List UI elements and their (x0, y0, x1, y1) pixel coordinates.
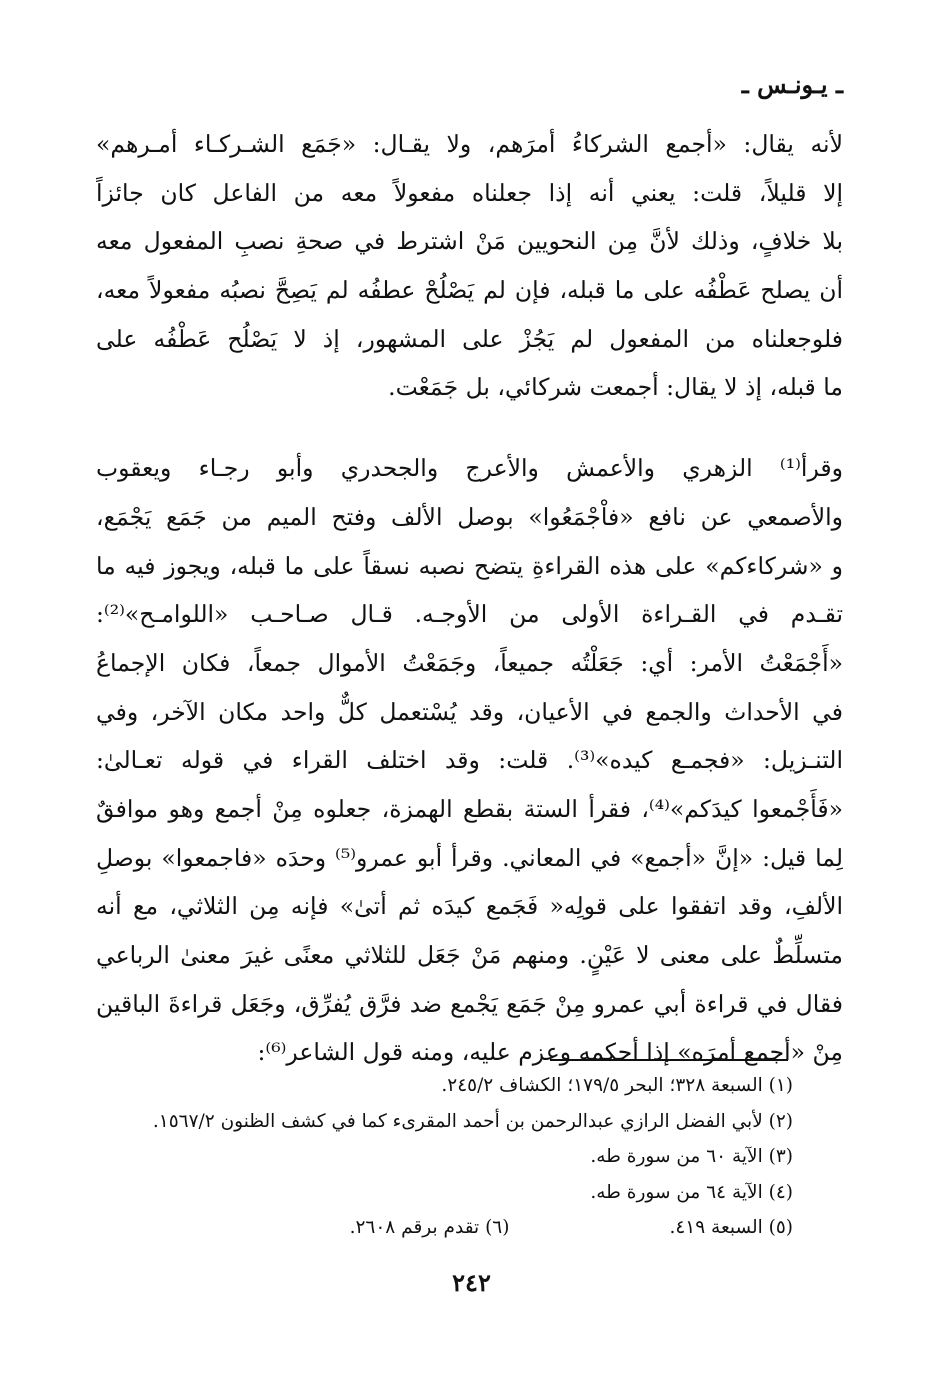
text-line: إلا قليلاً، قلت: يعني أنه إذا جعلناه مفعولاً معه من الفاعل كان جائزاً (96, 178, 843, 207)
text-line: فقال في قراءة أبي عمرو مِنْ جَمَع يَجْمع ضد فرَّق يُفرِّق، وجَعَل قراءةَ الباقين (96, 989, 843, 1018)
text-line: والأصمعي عن نافع «فاْجْمَعُوا» بوصل الألف وفتح الميم من جَمَع يَجْمَع، (96, 502, 843, 531)
text-line: ما قبله، إذ لا يقال: أجمعت شركائي، بل جَمَعْت. (388, 373, 843, 402)
text-line: لِما قيل: «إنَّ «أجمع» في المعاني. وقرأ أبو عمرو⁽⁵⁾ وحدَه «فاجمعوا» بوصلِ (96, 843, 843, 872)
paragraph-gap (96, 412, 843, 444)
main-text (96, 120, 843, 1077)
page-number: ٢٤٢ (452, 1268, 491, 1297)
text-line: متسلِّطٌ على معنى لا عَيْنٍ. ومنهم مَنْ جَعَل للثلاثي معنًى غيرَ معنىٰ الرباعي (96, 941, 843, 969)
text-line: لأنه يقال: «أجمع الشركاءُ أمرَهم، ولا يقـال: «جَمَع الشـركـاء أمـرهم» (96, 130, 843, 158)
text-line: «أَجْمَعْتُ الأمر: أي: جَعَلْتُه جميعاً، وجَمَعْتُ الأموال جمعاً، فكان الإجماعُ (96, 648, 843, 677)
text-line: بلا خلافٍ، وذلك لأنَّ مِن النحويين مَنْ اشترط في صحةِ نصبِ المفعول معه (96, 227, 843, 256)
footnote-divider (550, 1059, 788, 1061)
text-line: مِنْ «أجمع أمرَه» إذا أحكمه وعزم عليه، ومنه قول الشاعر⁽⁶⁾: (257, 1038, 843, 1067)
running-header: ـ يـونـس ـ (741, 70, 843, 99)
footnote-2: (٢) لأبي الفضل الرازي عبدالرحمن بن أحمد المقرىء كما في كشف الظنون ١٥٦٧/٢. (152, 1110, 793, 1132)
text-line: في الأحداث والجمع في الأعيان، وقد يُسْتعمل كلٌّ واحد مكان الآخر، وفي (96, 697, 843, 726)
text-line: و «شركاءكم» على هذه القراءةِ يتضح نصبه نسقاً على ما قبله، ويجوز فيه ما (96, 551, 843, 580)
text-line: أن يصلح عَطْفُه على ما قبله، فإن لم يَصْلُحْ عطفُه لم يَصِحَّ نصبُه مفعولاً معه، (96, 276, 843, 305)
footnote-1: (١) السبعة ٣٢٨؛ البحر ١٧٩/٥؛ الكشاف ٢٤٥/٢. (441, 1075, 793, 1096)
footnote-row (96, 1210, 793, 1246)
text-line: فلوجعلناه من المفعول لم يَجُزْ على المشهور، إذ لا يَصْلُح عَطْفُه على (96, 324, 843, 353)
text-line: تقـدم في القـراءة الأولى من الأوجـه. قـال صـاحـب «اللوامـح»⁽²⁾: (96, 600, 843, 629)
text-line: وقرأ⁽¹⁾ الزهري والأعمش والأعرج والجحدري وأبو رجـاء ويعقوب (96, 454, 843, 483)
footnote-5: (٥) السبعة ٤١٩. (669, 1217, 793, 1238)
text-line: التنـزيل: «فجمـع كيده»⁽³⁾. قلت: وقد اختلف القراء في قوله تعـالىٰ: (96, 746, 843, 775)
footnote-4: (٤) الآية ٦٤ من سورة طه. (590, 1181, 793, 1203)
text-line: الألفِ، وقد اتفقوا على قولِه« فَجَمع كيدَه ثم أتىٰ» فإنه مِن الثلاثي، مع أنه (96, 892, 843, 921)
footnotes (96, 1068, 793, 1246)
footnote-3: (٣) الآية ٦٠ من سورة طه. (590, 1146, 793, 1167)
footnote-6: (٦) تقدم برقم ٢٦٠٨. (349, 1217, 510, 1238)
text-line: «فَأَجْمعوا كيدَكم»⁽⁴⁾، فقرأ الستة بقطع الهمزة، جعلوه مِنْ أجمع وهو موافقٌ (96, 794, 843, 823)
